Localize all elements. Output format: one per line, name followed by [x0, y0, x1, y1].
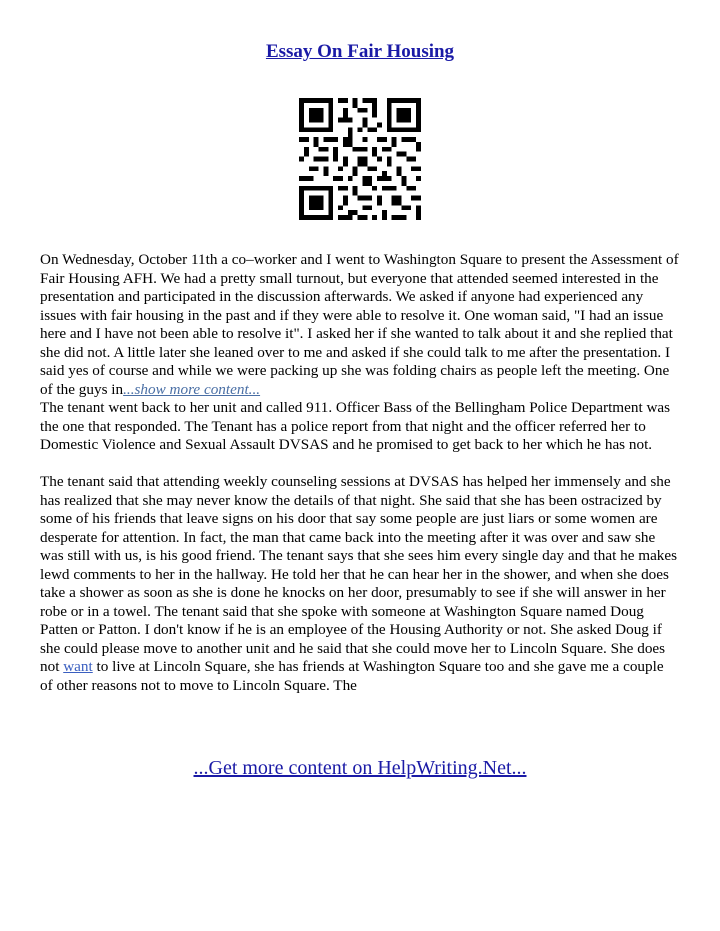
get-more-content-link[interactable]: ...Get more content on HelpWriting.Net...	[193, 757, 527, 779]
paragraph-text: The tenant went back to her unit and called 911. Officer Bass of the Bellingham Police Department was the one that responded. The Tenant has a police report from that night and the officer referred her to Domestic Violence and Sexual Assault DVSAS and he promised to get back to her which he has not.	[40, 399, 671, 453]
paragraph-text: to live at Lincoln Square, she has friends at Washington Square too and she gave me a couple of other reasons not to move to Lincoln Square. The	[40, 658, 664, 694]
show-more-link[interactable]: ...show more content...	[123, 380, 261, 398]
essay-paragraph-2	[40, 473, 680, 695]
page-title	[0, 40, 720, 64]
paragraph-text: The tenant said that attending weekly counseling sessions at DVSAS has helped her immensely and she has realized that she may never know the details of that night. She said that she has been ostracized by some of his friends that leave signs on his door that say some people are just liars or some women are desperate for attention. In fact, the man that came back into the meeting after it was over and saw she was still with us, is his good friend. The tenant says that she sees him every single day and that he makes lewd comments to her in the hallway. He told her that he can hear her in the shower, and when she does take a shower as soon as she is done he knocks on her door, presumably to see if she will answer in her robe or in a towel. The tenant said that she spoke with someone at Washington Square named Doug Patten or Patton. I don't know if he is an employee of the Housing Authority or not. She asked Doug if she could please move to another unit and he said that she could move her to Lincoln Square. She does not	[40, 473, 678, 675]
qr-code-icon	[299, 98, 421, 220]
paragraph-text: On Wednesday, October 11th a co–worker and I went to Washington Square to present the Assessment of Fair Housing AFH. We had a pretty small turnout, but everyone that attended seemed interested in the presentation and participated in the discussion afterwards. We asked if anyone had experienced any issues with fair housing in the past and if they were able to resolve it. One woman said, "I had an issue here and I have not been able to resolve it". I asked her if she wanted to talk about it and she replied that she did not. A little later she leaned over to me and asked if she could talk to me after the presentation. I said yes of course and while we were packing up she was folding chairs as people left the meeting. One of the guys in	[40, 251, 679, 398]
title-link[interactable]: Essay On Fair Housing	[265, 41, 455, 62]
want-link[interactable]: want	[63, 658, 93, 675]
footer	[0, 755, 720, 781]
essay-paragraph-1	[40, 251, 680, 455]
essay-body	[40, 251, 680, 695]
